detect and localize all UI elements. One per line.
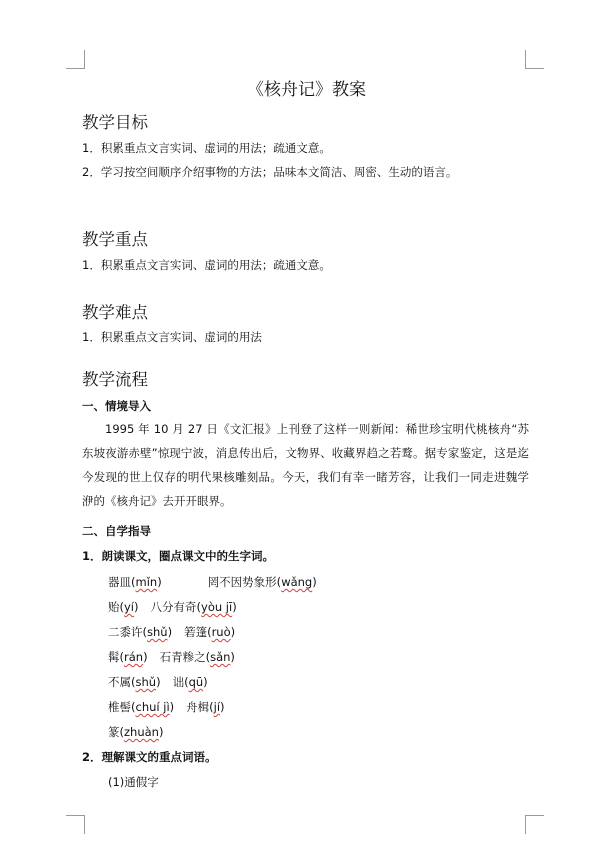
vocab-row: 二黍许(shǔ) 箬篷(ruò) <box>108 625 236 639</box>
heading-goals: 教学目标 <box>82 113 148 132</box>
difficulty-item-1: 1．积累重点文言实词、虚词的用法 <box>82 330 262 344</box>
intro-paragraph: 1995 年 10 月 27 日《文汇报》上刊登了这样一则新闻：稀世珍宝明代桃核舟“苏东坡夜游赤壁”惊现宁波，消息传出后，文物界、收藏界趋之若鹜。据专家鉴定，这是迄今发现的世上仅存的明代果核雕刻品。今天，我们有幸一睹芳容，让我们一同走进魏学洢的《核舟记》去开开眼界。 <box>82 422 529 508</box>
tongjia-heading: (1)通假字 <box>108 775 159 789</box>
vocab-row: 椎髻(chuí jì) 舟楫(jí) <box>108 700 225 714</box>
vocab-row: 篆(zhuàn) <box>108 725 164 739</box>
goal-item-2: 2．学习按空间顺序介绍事物的方法；品味本文简洁、周密、生动的语言。 <box>82 165 458 179</box>
intro-heading: 一、情境导入 <box>82 399 151 413</box>
understand-heading: 2．理解课文的重点词语。 <box>82 750 217 764</box>
focus-item-1: 1．积累重点文言实词、虚词的用法；疏通文意。 <box>82 258 331 272</box>
document-title: 《核舟记》教案 <box>247 80 366 100</box>
corner-mark-bottom-left <box>66 815 85 834</box>
goal-item-1: 1．积累重点文言实词、虚词的用法；疏通文意。 <box>82 141 331 155</box>
vocab-row: 贻(yí) 八分有奇(yòu jī) <box>108 600 237 614</box>
read-heading: 1．朗读课文，圈点课文中的生字词。 <box>82 549 274 563</box>
self-study-heading: 二、自学指导 <box>82 524 151 538</box>
vocab-row: 髯(rán) 石青糁之(sǎn) <box>108 650 235 664</box>
corner-mark-bottom-right <box>525 815 544 834</box>
heading-difficulty: 教学难点 <box>82 303 148 322</box>
corner-mark-top-right <box>525 50 544 69</box>
vocab-row: 器皿(mǐn) 罔不因势象形(wǎng) <box>108 575 317 589</box>
vocab-row: 不属(shǔ) 诎(qū) <box>108 675 208 689</box>
heading-focus: 教学重点 <box>82 230 148 249</box>
heading-process: 教学流程 <box>82 370 148 389</box>
corner-mark-top-left <box>66 50 85 69</box>
